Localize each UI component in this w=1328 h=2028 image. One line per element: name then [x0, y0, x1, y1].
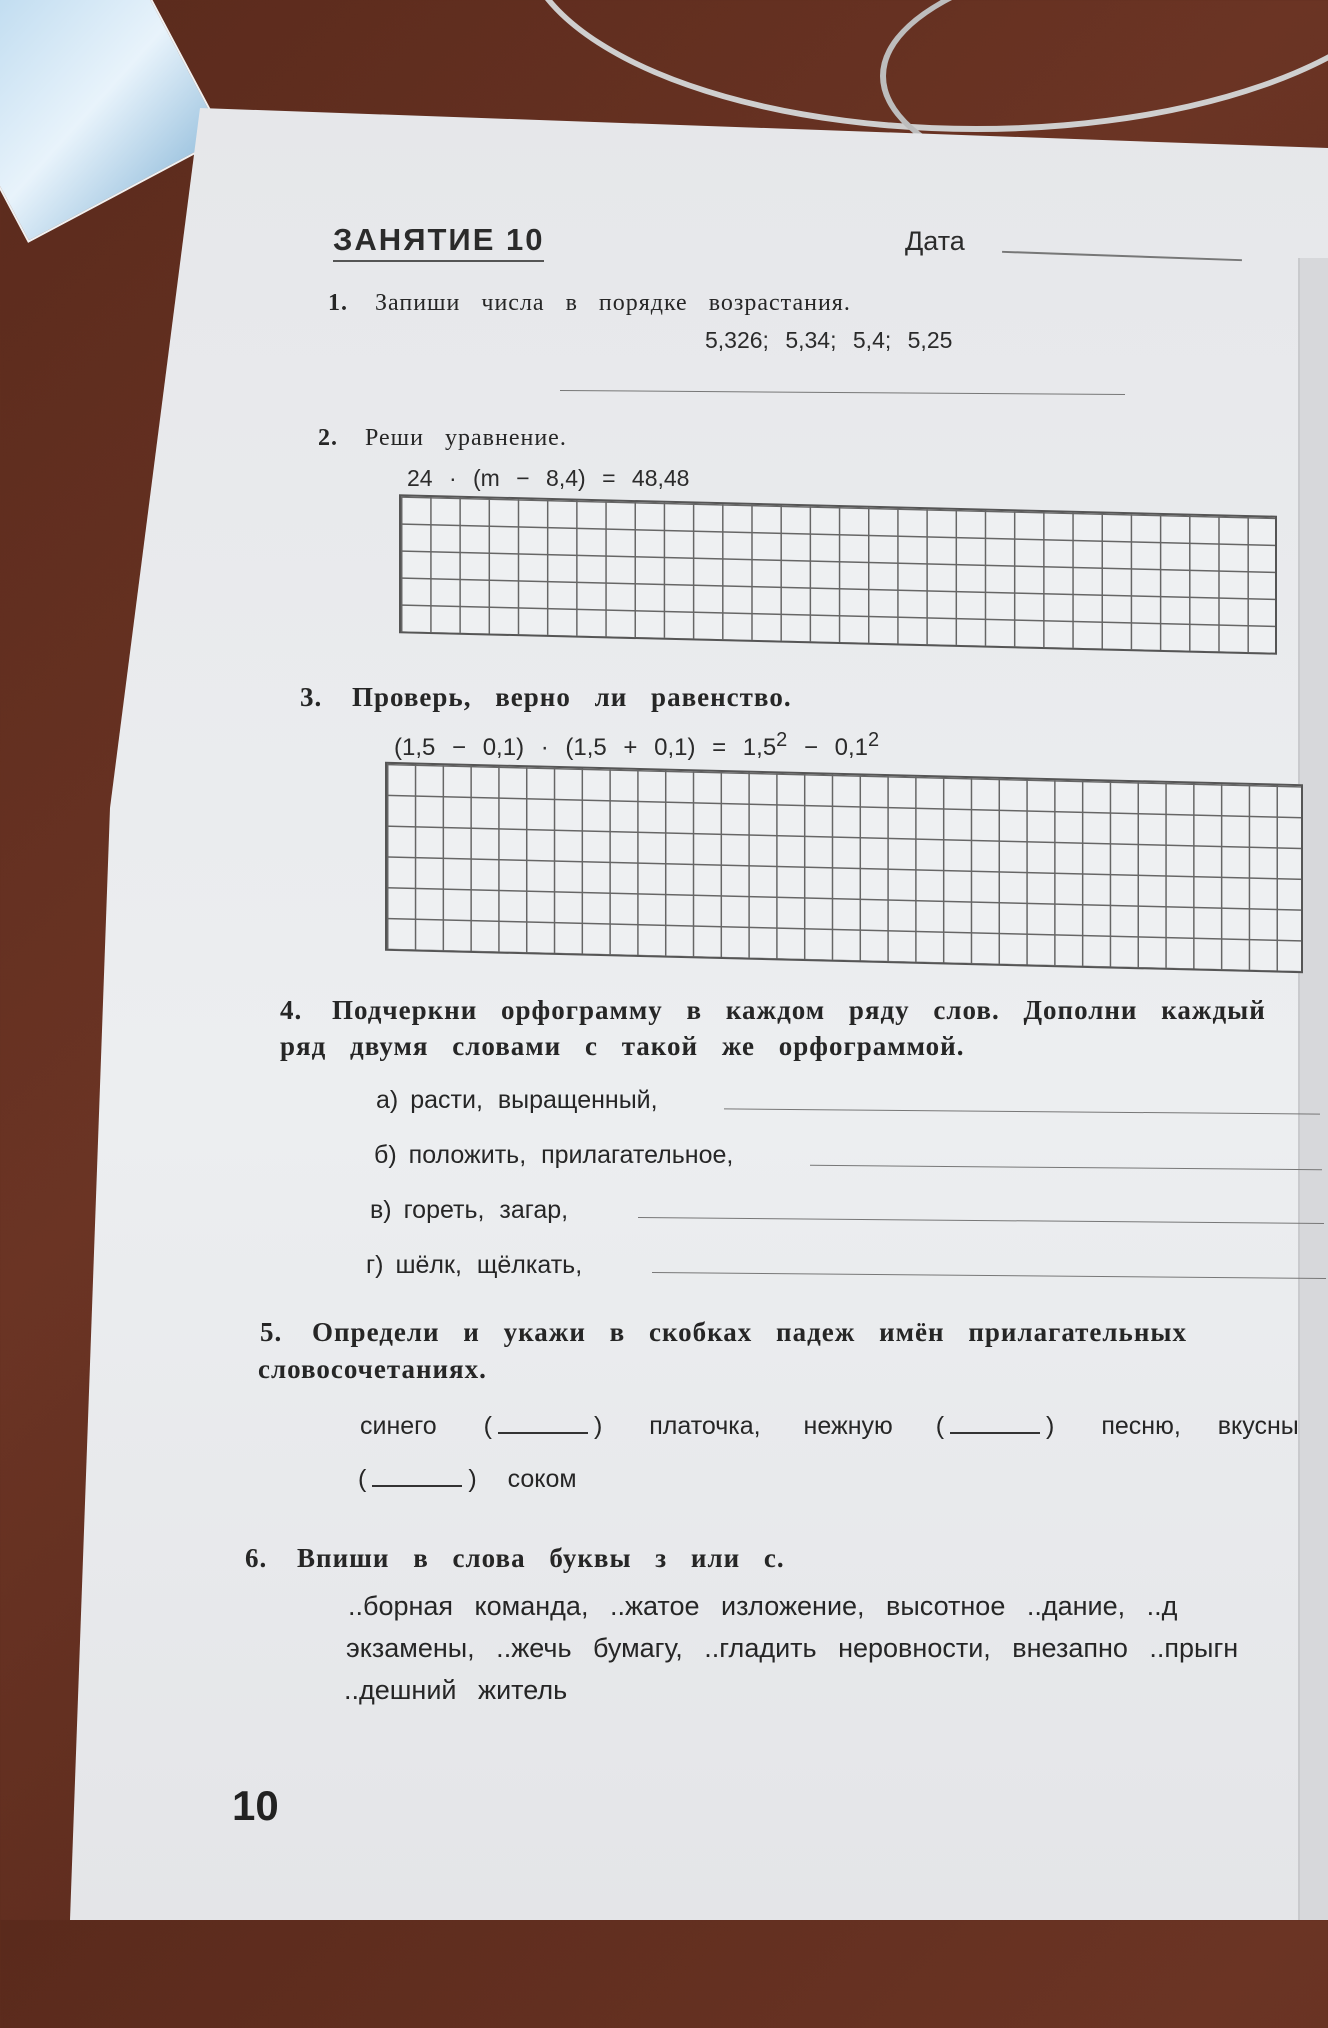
- task-2: [318, 425, 567, 452]
- task-4-row-a: [376, 1086, 658, 1115]
- superscript: 2: [776, 729, 788, 751]
- task-5-line2: словосочетаниях.: [258, 1354, 487, 1384]
- task-6-line-1: ..борная команда, ..жатое изложение, высотное ..дание, ..д: [348, 1591, 1178, 1621]
- word: нежную: [803, 1412, 893, 1440]
- task-text: Впиши в слова буквы з или с.: [297, 1543, 785, 1573]
- task-text: Запиши числа в порядке возрастания.: [375, 290, 851, 316]
- case-blank[interactable]: [950, 1412, 1040, 1434]
- task-3-equation: [394, 729, 879, 762]
- task-text: Подчеркни орфограмму в каждом ряду слов. Дополни каждый: [332, 995, 1266, 1025]
- task-1: [328, 290, 851, 317]
- row-label: в): [370, 1196, 392, 1224]
- task-text: Определи и укажи в скобках падеж имён прилагательных: [312, 1317, 1187, 1347]
- task-1-numbers: 5,326; 5,34; 5,4; 5,25: [705, 327, 953, 353]
- page-number: 10: [232, 1782, 279, 1829]
- row-words: шёлк, щёлкать,: [395, 1251, 583, 1279]
- equation-mid: − 0,1: [787, 734, 869, 761]
- task-2-answer-grid[interactable]: [399, 494, 1277, 654]
- task-4-row-b: [374, 1141, 733, 1170]
- superscript: 2: [868, 729, 880, 751]
- task-5-row-1: синего ( ) платочка, нежную ( ) песню, вкусны: [360, 1412, 1299, 1440]
- task-number: 1.: [328, 290, 348, 316]
- date-label: Дата: [905, 226, 965, 256]
- equation-left: (1,5 − 0,1) · (1,5 + 0,1) = 1,5: [394, 734, 777, 761]
- task-3: [300, 682, 792, 713]
- row-label: б): [374, 1141, 397, 1169]
- task-3-answer-grid[interactable]: [385, 762, 1303, 973]
- word: песню,: [1101, 1412, 1181, 1440]
- task-number: 6.: [245, 1543, 268, 1573]
- task-5: [260, 1317, 1187, 1348]
- case-blank[interactable]: [372, 1465, 462, 1487]
- lesson-title: ЗАНЯТИЕ 10: [333, 222, 544, 262]
- word: вкусны: [1217, 1412, 1299, 1440]
- task-number: 4.: [280, 995, 303, 1025]
- word: синего: [360, 1412, 437, 1440]
- page-spine: [1298, 258, 1328, 2028]
- task-5-row-2: ( ) соком: [358, 1465, 577, 1493]
- task-2-equation: 24 · (m − 8,4) = 48,48: [407, 465, 690, 491]
- task-number: 2.: [318, 425, 338, 451]
- task-6-line-2: экзамены, ..жечь бумагу, ..гладить неровности, внезапно ..прыгн: [346, 1633, 1239, 1663]
- case-blank[interactable]: [498, 1412, 588, 1434]
- task-text: Реши уравнение.: [365, 425, 567, 451]
- row-label: а): [376, 1086, 399, 1114]
- task-6-line-3: ..дешний житель: [344, 1675, 568, 1705]
- task-number: 3.: [300, 682, 323, 712]
- task-4-row-d: [366, 1251, 582, 1280]
- task-4: [280, 995, 1266, 1026]
- task-4-line2: ряд двумя словами с такой же орфограммой.: [280, 1031, 965, 1061]
- task-4-row-c: [370, 1196, 568, 1225]
- row-words: расти, выращенный,: [410, 1086, 658, 1114]
- word: платочка,: [649, 1412, 761, 1440]
- task-number: 5.: [260, 1317, 283, 1347]
- word: соком: [507, 1465, 577, 1493]
- row-words: положить, прилагательное,: [408, 1141, 734, 1169]
- task-text: Проверь, верно ли равенство.: [352, 682, 792, 712]
- row-words: гореть, загар,: [403, 1196, 569, 1224]
- row-label: г): [366, 1251, 384, 1279]
- task-6: [245, 1543, 785, 1574]
